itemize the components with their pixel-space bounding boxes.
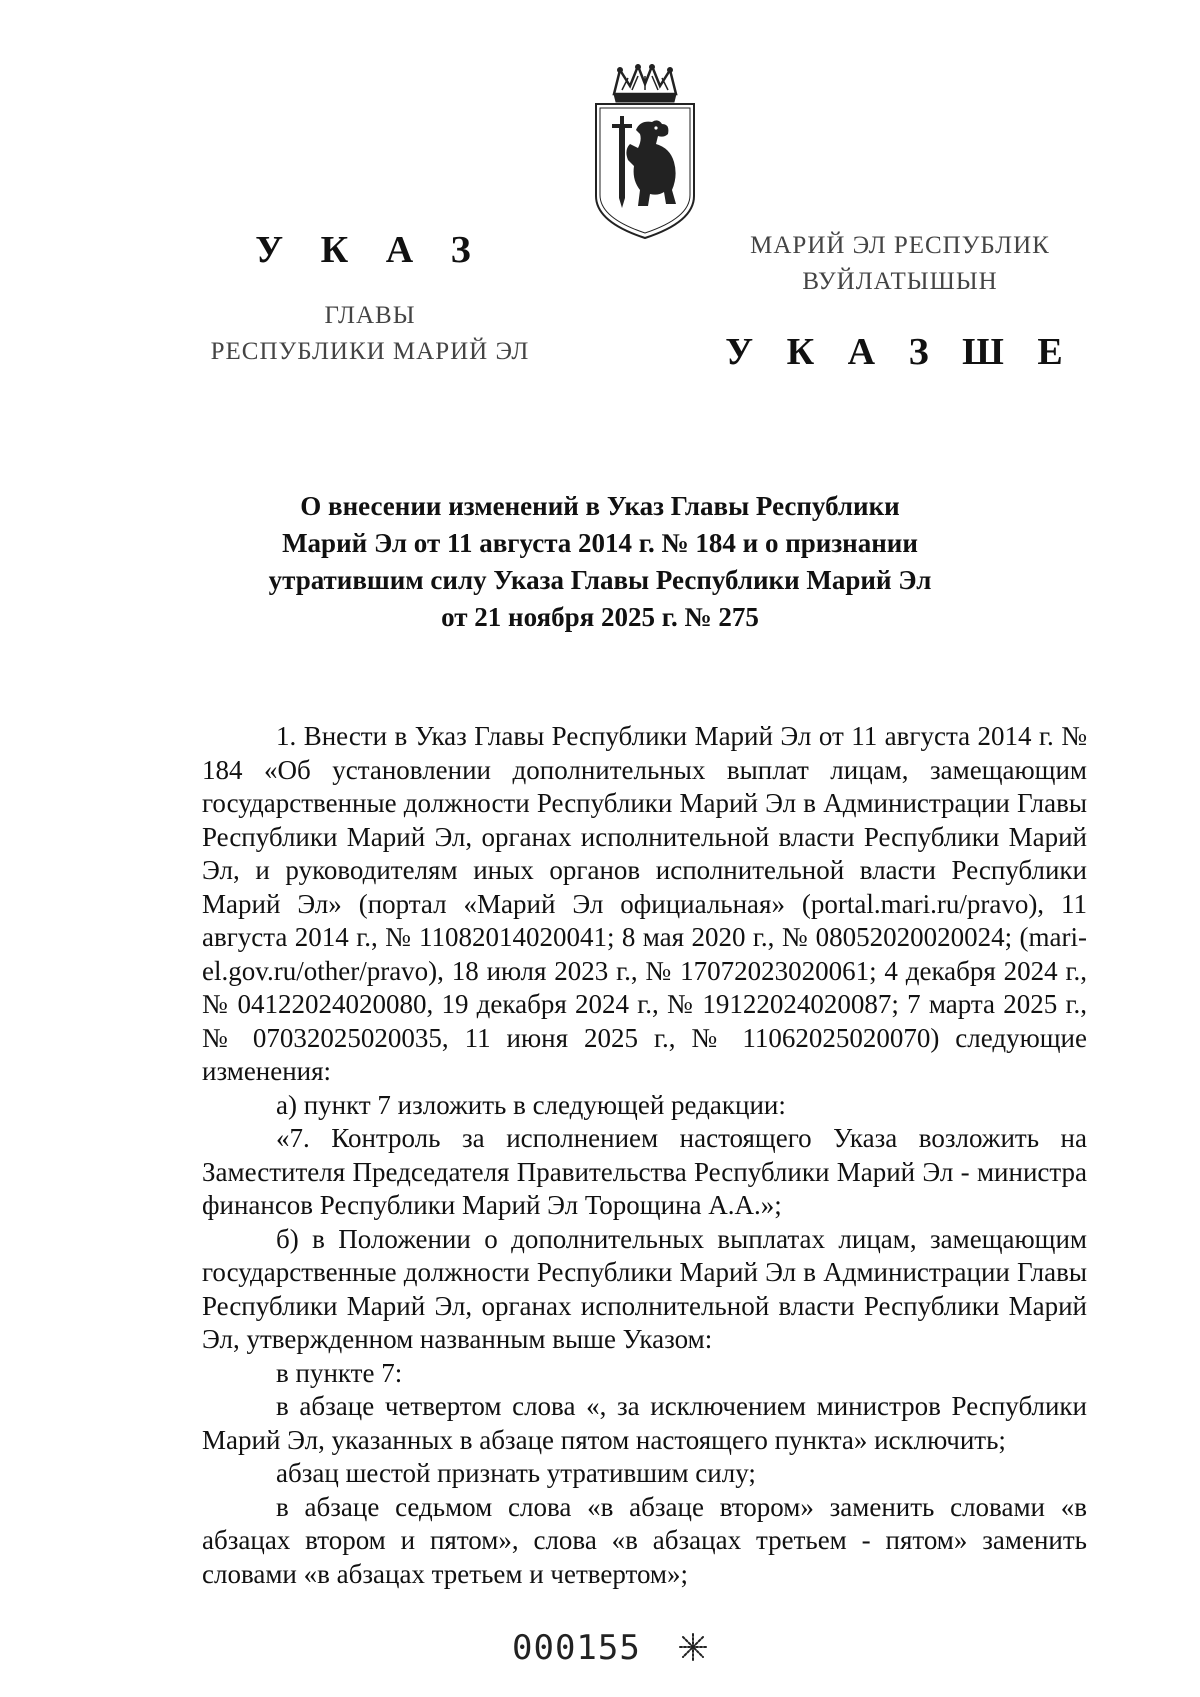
document-body [202, 720, 1087, 1591]
document-title-line: от 21 ноября 2025 г. № 275 [441, 602, 759, 632]
body-paragraph: 1. Внести в Указ Главы Республики Марий Эл от 11 августа 2014 г. № 184 «Об установлении дополнительных выплат лицам, замещающим государственные должности Республики Марий Эл в Администрации Главы Республики Марий Эл, органах исполнительной власти Республики Марий Эл, и руководителям иных органов исполнительной власти Республики Марий Эл» (портал «Марий Эл официальная» (portal.mari.ru/pravo), 11 августа 2014 г., № 11082014020041; 8 мая 2020 г., № 08052020020024; (mari-el.gov.ru/other/pravo), 18 июля 2023 г., № 17072023020061; 4 декабря 2024 г., № 04122024020080, 19 декабря 2024 г., № 19122024020087; 7 марта 2025 г., № 07032025020035, 11 июня 2025 г., № 11062025020070) следующие изменения: [202, 721, 1087, 1086]
header-left-subtitle [170, 298, 570, 370]
header-left-line2: РЕСПУБЛИКИ МАРИЙ ЭЛ [210, 338, 530, 365]
ukazshe-title: У К А З Ш Е [725, 331, 1075, 373]
body-paragraph: в абзаце четвертом слова «, за исключением министров Республики Марий Эл, указанных в абзаце пятом настоящего пункта» исключить; [202, 1391, 1087, 1455]
document-title-line: О внесении изменений в Указ Главы Республики [300, 491, 900, 521]
ukaz-title: У К А З [255, 229, 485, 271]
header-left-block [170, 228, 570, 370]
body-paragraph: а) пункт 7 изложить в следующей редакции: [276, 1089, 786, 1120]
body-paragraph: в пункте 7: [276, 1357, 403, 1388]
header-left-line1: ГЛАВЫ [324, 302, 416, 329]
body-paragraph: б) в Положении о дополнительных выплатах лицам, замещающим государственные должности Республики Марий Эл в Администрации Главы Республики Марий Эл, органах исполнительной власти Республики Марий Эл, утвержденном названным выше Указом: [202, 1223, 1087, 1354]
document-title [200, 488, 1000, 636]
body-paragraph: «7. Контроль за исполнением настоящего Указа возложить на Заместителя Председателя Правительства Республики Марий Эл - министра финансов Республики Марий Эл Торощина А.А.»; [202, 1123, 1087, 1220]
header-right-block [690, 228, 1110, 374]
document-title-line: утратившим силу Указа Главы Республики Марий Эл [268, 565, 932, 595]
document-title-line: Марий Эл от 11 августа 2014 г. № 184 и о признании [282, 528, 918, 558]
asterisk-stamp-icon [678, 1632, 708, 1662]
header-right-line2: ВУЙЛАТЫШЫН [802, 268, 998, 295]
serial-number: 000155 [512, 1628, 641, 1668]
body-paragraph: абзац шестой признать утратившим силу; [276, 1458, 756, 1488]
body-paragraph: в абзаце седьмом слова «в абзаце втором» заменить словами «в абзацах втором и пятом», слова «в абзацах третьем - пятом» заменить словами «в абзацах третьем и четвертом»; [202, 1491, 1087, 1589]
coat-of-arms-bear-icon [592, 64, 698, 240]
header-right-line1: МАРИЙ ЭЛ РЕСПУБЛИК [750, 232, 1050, 259]
